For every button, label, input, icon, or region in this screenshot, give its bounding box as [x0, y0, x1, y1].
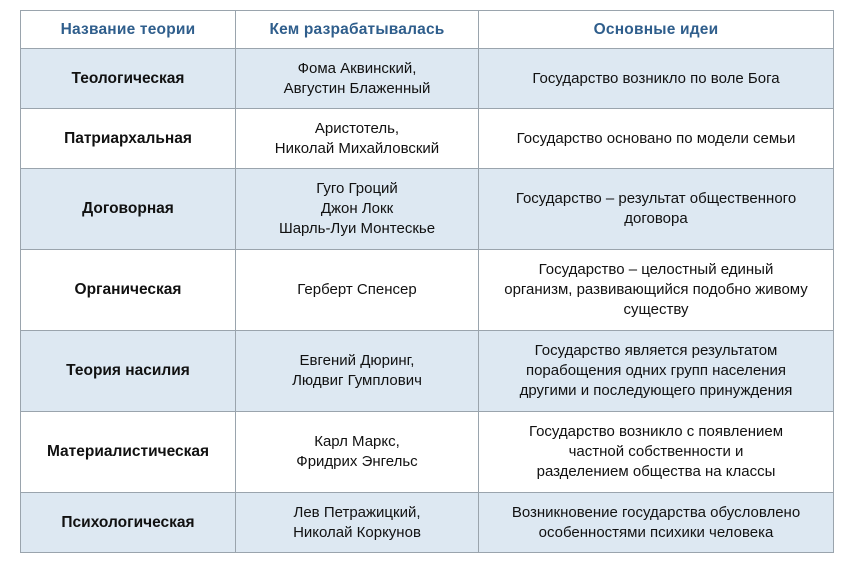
ideas-cell: [479, 169, 834, 250]
authors-cell: [236, 109, 479, 169]
ideas-cell: [479, 331, 834, 412]
author-line: Гуго Гроций: [316, 180, 398, 197]
author-line: Герберт Спенсер: [297, 281, 417, 298]
author-line: Людвиг Гумплович: [292, 372, 422, 389]
table-row: [21, 169, 834, 250]
author-line: Фридрих Энгельс: [296, 453, 418, 470]
header-developed-by: Кем разрабатывалась: [236, 11, 479, 49]
header-main-ideas: Основные идеи: [479, 11, 834, 49]
author-line: Августин Блаженный: [283, 79, 431, 97]
author-line: Аристотель,: [314, 119, 400, 137]
authors-cell: [236, 250, 479, 331]
authors-cell: [236, 493, 479, 553]
ideas-cell: [479, 49, 834, 109]
author-line: Шарль-Луи Монтескье: [278, 220, 436, 237]
theory-name-cell: Теория насилия: [21, 331, 236, 412]
idea-line: Государство основано по модели семьи: [516, 129, 796, 147]
table-row: [21, 493, 834, 553]
author-line: Николай Коркунов: [293, 523, 421, 541]
idea-line: Государство – целостный единый: [538, 261, 774, 278]
idea-line: Государство возникло по воле Бога: [532, 69, 780, 87]
authors-cell: [236, 412, 479, 493]
table-row: [21, 109, 834, 169]
theory-name-cell: Патриархальная: [21, 109, 236, 169]
idea-line: порабощения одних групп населения: [525, 362, 787, 379]
idea-line: Возникновение государства обусловлено: [511, 503, 801, 521]
theory-name-cell: Психологическая: [21, 493, 236, 553]
idea-line: договора: [624, 210, 688, 227]
theory-name-cell: Материалистическая: [21, 412, 236, 493]
table-header-row: [21, 11, 834, 49]
theories-table: [20, 10, 834, 553]
table-row: [21, 49, 834, 109]
idea-line: особенностями психики человека: [538, 523, 774, 541]
idea-line: организм, развивающийся подобно живому: [504, 281, 808, 298]
ideas-cell: [479, 250, 834, 331]
author-line: Фома Аквинский,: [297, 59, 417, 77]
theory-name-cell: Договорная: [21, 169, 236, 250]
ideas-cell: [479, 493, 834, 553]
header-theory-name: Название теории: [21, 11, 236, 49]
author-line: Джон Локк: [320, 200, 394, 217]
idea-line: Государство – результат общественного: [515, 190, 797, 207]
idea-line: существу: [623, 301, 689, 318]
authors-cell: [236, 331, 479, 412]
author-line: Николай Михайловский: [274, 139, 440, 157]
author-line: Евгений Дюринг,: [299, 352, 415, 369]
table-row: [21, 250, 834, 331]
ideas-cell: [479, 412, 834, 493]
author-line: Лев Петражицкий,: [293, 503, 421, 521]
authors-cell: [236, 49, 479, 109]
ideas-cell: [479, 109, 834, 169]
theory-name-cell: Органическая: [21, 250, 236, 331]
idea-line: Государство возникло с появлением: [528, 423, 784, 440]
idea-line: разделением общества на классы: [536, 463, 776, 480]
idea-line: Государство является результатом: [534, 342, 778, 359]
table-row: [21, 331, 834, 412]
author-line: Карл Маркс,: [314, 433, 400, 450]
authors-cell: [236, 169, 479, 250]
idea-line: частной собственности и: [568, 443, 744, 460]
theory-name-cell: Теологическая: [21, 49, 236, 109]
table-row: [21, 412, 834, 493]
idea-line: другими и последующего принуждения: [519, 382, 793, 399]
